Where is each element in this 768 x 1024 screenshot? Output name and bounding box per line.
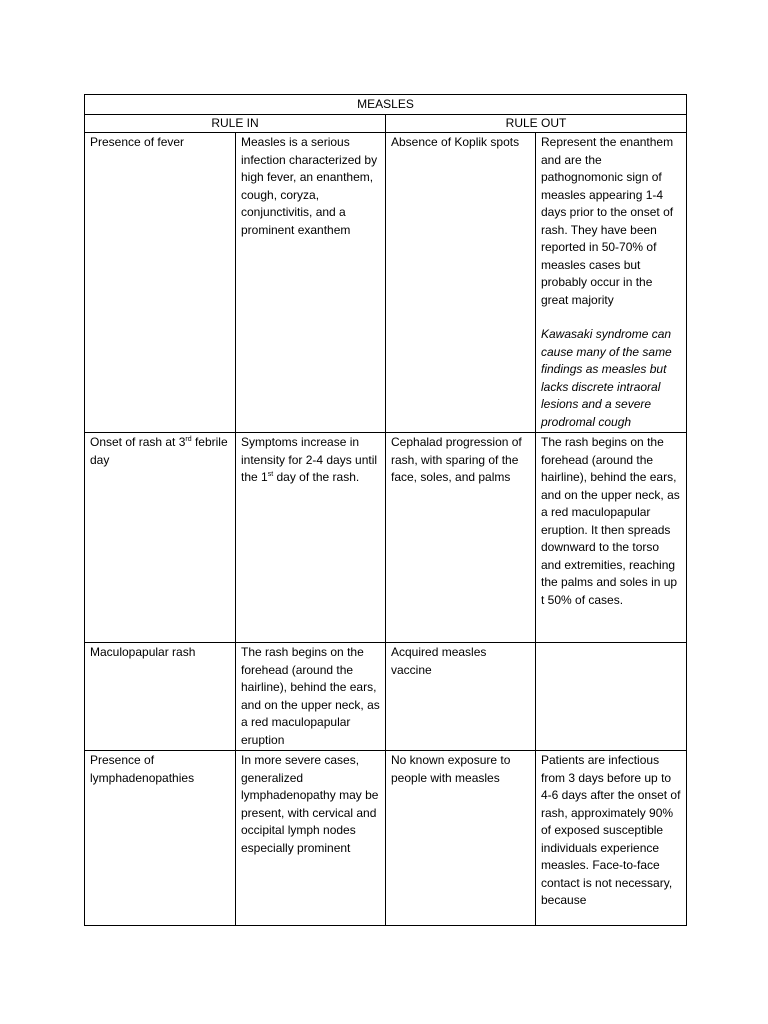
rule-out-finding: No known exposure to people with measles xyxy=(386,751,536,926)
header-row xyxy=(85,115,687,133)
rule-out-detail xyxy=(536,643,687,751)
rule-in-detail: Measles is a serious infection characterized by high fever, an enanthem, cough, coryza, conjunctivitis, and a prominent exanthem xyxy=(236,133,386,433)
rule-out-finding: Acquired measles vaccine xyxy=(386,643,536,751)
rule-in-finding: Presence of fever xyxy=(85,133,236,433)
rule-in-header: RULE IN xyxy=(85,115,386,133)
rule-in-finding: Presence of lymphadenopathies xyxy=(85,751,236,926)
rule-out-detail: Patients are infectious from 3 days before up to 4-6 days after the onset of rash, approximately 90% of exposed susceptible individuals experience measles. Face-to-face contact is not necessary, because xyxy=(536,751,687,926)
rule-out-finding: Absence of Koplik spots xyxy=(386,133,536,433)
measles-table xyxy=(84,94,687,926)
detail-text: Symptoms increase in intensity for 2-4 days until the 1 xyxy=(241,435,378,484)
table-row xyxy=(85,133,687,433)
rule-out-finding: Cephalad progression of rash, with sparing of the face, soles, and palms xyxy=(386,433,536,643)
table-row xyxy=(85,433,687,643)
finding-text-end: febrile day xyxy=(90,435,228,467)
detail-text-end: day of the rash. xyxy=(273,470,360,484)
paragraph-gap xyxy=(541,309,681,326)
ordinal-suffix: st xyxy=(267,471,274,478)
ordinal-suffix: rd xyxy=(185,436,192,443)
rule-out-detail-cell xyxy=(536,133,687,433)
rule-out-note: Kawasaki syndrome can cause many of the same findings as measles but lacks discrete intraoral lesions and a severe prodromal cough xyxy=(541,327,672,429)
rule-out-detail: The rash begins on the forehead (around the hairline), behind the ears, and on the upper neck, as a red maculopapular eruption. It then spreads downward to the torso and extremities, reaching the palms and soles in up t 50% of cases. xyxy=(536,433,687,643)
rule-out-header: RULE OUT xyxy=(386,115,687,133)
rule-in-finding: Maculopapular rash xyxy=(85,643,236,751)
rule-in-detail: The rash begins on the forehead (around the hairline), behind the ears, and on the upper neck, as a red maculopapular eruption xyxy=(236,643,386,751)
rule-in-detail xyxy=(236,433,386,643)
table-row xyxy=(85,751,687,926)
title-row xyxy=(85,95,687,115)
rule-in-detail: In more severe cases, generalized lymphadenopathy may be present, with cervical and occipital lymph nodes especially prominent xyxy=(236,751,386,926)
finding-text: Onset of rash at 3 xyxy=(90,435,186,449)
rule-in-finding xyxy=(85,433,236,643)
table-title: MEASLES xyxy=(85,95,687,115)
table-row xyxy=(85,643,687,751)
rule-out-detail: Represent the enanthem and are the pathognomonic sign of measles appearing 1-4 days prior to the onset of rash. They have been reported in 50-70% of measles cases but probably occur in the great majority xyxy=(541,135,674,307)
